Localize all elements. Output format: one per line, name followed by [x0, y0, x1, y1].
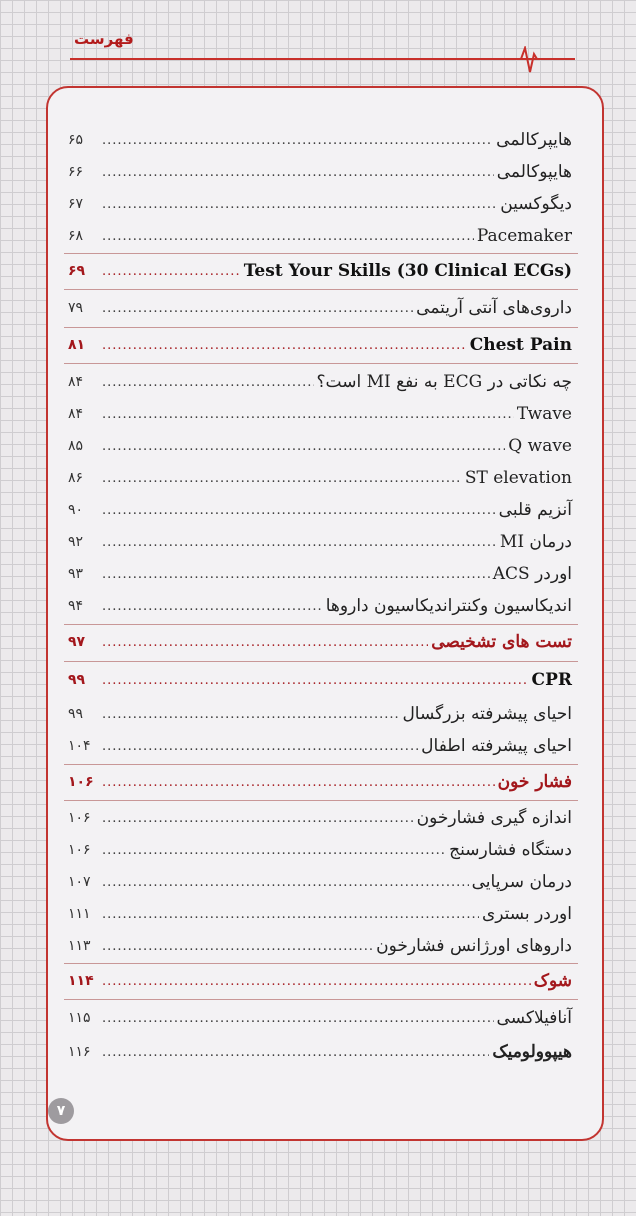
leader-dots — [102, 165, 494, 180]
toc-section-title: فشار خون — [497, 772, 572, 792]
toc-entry[interactable] — [68, 804, 572, 832]
leader-dots — [102, 338, 467, 353]
toc-section[interactable] — [68, 331, 572, 359]
toc-entry-page: ۹۴ — [68, 598, 84, 614]
toc-section-page: ۱۰۶ — [68, 774, 94, 790]
toc-section[interactable] — [68, 967, 572, 995]
toc-entry-title: اوردر ACS — [492, 564, 572, 584]
section-divider — [64, 624, 578, 625]
leader-dots — [102, 775, 495, 790]
toc-section[interactable] — [68, 768, 572, 796]
leader-dots — [102, 599, 323, 614]
toc-section-page: ۶۹ — [68, 263, 86, 279]
section-divider — [64, 363, 578, 364]
toc-entry-title: آنزیم قلبی — [498, 500, 572, 520]
leader-dots — [102, 635, 428, 650]
toc-entry[interactable] — [68, 528, 572, 556]
leader-dots — [102, 939, 373, 954]
toc-entry[interactable] — [68, 868, 572, 896]
toc-entry-title: Q wave — [508, 436, 572, 456]
page-number-badge: ۷ — [48, 1098, 74, 1124]
leader-dots — [102, 439, 505, 454]
toc-section-title: Chest Pain — [469, 335, 572, 355]
leader-dots — [102, 907, 479, 922]
leader-dots — [102, 1011, 494, 1026]
toc-section-page: ۱۱۴ — [68, 973, 94, 989]
leader-dots — [102, 673, 529, 688]
leader-dots — [102, 197, 497, 212]
toc-entry-title: داروی‌های آنتی آریتمی — [416, 298, 572, 318]
section-divider — [64, 764, 578, 765]
section-divider — [64, 327, 578, 328]
leader-dots — [102, 875, 469, 890]
toc-entry-title: هایپوکالمی — [496, 162, 572, 182]
leader-dots — [102, 567, 490, 582]
toc-entry-page: ۶۷ — [68, 196, 84, 212]
toc-entry-title: دستگاه فشارسنج — [449, 840, 572, 860]
toc-entry[interactable] — [68, 368, 572, 396]
toc-entry-page: ۱۱۳ — [68, 938, 91, 954]
leader-dots — [102, 811, 414, 826]
toc-entry[interactable] — [68, 400, 572, 428]
toc-entry[interactable] — [68, 560, 572, 588]
toc-entry-page: ۸۶ — [68, 470, 84, 486]
toc-entry-title: چه نکاتی در ECG به نفع MI است؟ — [316, 372, 572, 392]
section-divider — [64, 661, 578, 662]
toc-entry-page: ۶۸ — [68, 228, 84, 244]
toc-entry-title: اندازه گیری فشارخون — [416, 808, 572, 828]
toc-entry-title: درمان سرپایی — [471, 872, 572, 892]
toc-entry-page: ۱۰۶ — [68, 810, 91, 826]
leader-dots — [102, 301, 413, 316]
toc-entry-page: ۷۹ — [68, 300, 84, 316]
toc-entry-title: هیپوولومیک — [492, 1042, 572, 1062]
section-divider — [64, 800, 578, 801]
leader-dots — [102, 503, 496, 518]
leader-dots — [102, 843, 446, 858]
leader-dots — [102, 1045, 489, 1060]
toc-entry-page: ۸۴ — [68, 374, 84, 390]
header-title: فهرست — [74, 30, 134, 48]
toc-entry-page: ۶۶ — [68, 164, 84, 180]
leader-dots — [102, 375, 314, 390]
toc-entry-page: ۹۲ — [68, 534, 84, 550]
toc-entry-title: احیای پیشرفته بزرگسال — [402, 704, 572, 724]
leader-dots — [102, 974, 531, 989]
toc-section-title: شوک — [533, 971, 572, 991]
section-divider — [64, 963, 578, 964]
ecg-wave-icon — [505, 46, 575, 76]
toc-entry[interactable] — [68, 222, 572, 250]
leader-dots — [102, 535, 497, 550]
toc-entry-page: ۱۰۷ — [68, 874, 91, 890]
toc-entry[interactable] — [68, 700, 572, 728]
toc-entry-page: ۶۵ — [68, 132, 84, 148]
leader-dots — [102, 133, 493, 148]
toc-entry-page: ۹۳ — [68, 566, 84, 582]
toc-entry-page: ۱۰۴ — [68, 738, 91, 754]
toc-entry[interactable] — [68, 432, 572, 460]
toc-entry[interactable] — [68, 294, 572, 322]
toc-section[interactable] — [68, 257, 572, 285]
toc-section-page: ۹۹ — [68, 672, 86, 688]
section-divider — [64, 253, 578, 254]
section-divider — [64, 289, 578, 290]
toc-entry-title: آنافیلاکسی — [496, 1008, 572, 1028]
toc-section[interactable] — [68, 666, 572, 694]
section-divider — [64, 999, 578, 1000]
toc-entry[interactable] — [68, 732, 572, 760]
toc-entry[interactable] — [68, 126, 572, 154]
toc-entry-title: اندیکاسیون وکنتراندیکاسیون داروها — [325, 596, 572, 616]
toc-entry[interactable] — [68, 158, 572, 186]
toc-entry-page: ۹۹ — [68, 706, 84, 722]
leader-dots — [102, 707, 399, 722]
toc-entry-title: درمان MI — [499, 532, 572, 552]
toc-entry[interactable] — [68, 496, 572, 524]
leader-dots — [102, 264, 241, 279]
toc-entry[interactable] — [68, 932, 572, 960]
toc-entry[interactable] — [68, 900, 572, 928]
toc-entry[interactable] — [68, 1004, 572, 1032]
toc-entry[interactable] — [68, 592, 572, 620]
toc-section-title: Test Your Skills (30 Clinical ECGs) — [243, 261, 572, 281]
toc-entry-title: هایپرکالمی — [496, 130, 572, 150]
leader-dots — [102, 229, 474, 244]
header-rule — [70, 58, 570, 60]
toc-entry-page: ۱۱۱ — [68, 906, 91, 922]
toc-entry-title: Pacemaker — [476, 226, 572, 246]
toc-entry-title: Twave — [516, 404, 572, 424]
toc-entry-page: ۱۱۵ — [68, 1010, 91, 1026]
toc-entry[interactable] — [68, 1038, 572, 1066]
toc-entry-title: دیگوکسین — [500, 194, 572, 214]
toc-entry[interactable] — [68, 464, 572, 492]
toc-entry-page: ۸۴ — [68, 406, 84, 422]
toc-section-page: ۹۷ — [68, 634, 86, 650]
toc-section-title: تست های تشخیصی — [431, 632, 572, 652]
toc-entry-page: ۸۵ — [68, 438, 84, 454]
toc-entry-page: ۹۰ — [68, 502, 84, 518]
toc-entry-title: ST elevation — [464, 468, 572, 488]
toc-entry-title: داروهای اورژانس فشارخون — [376, 936, 572, 956]
toc-entry-page: ۱۰۶ — [68, 842, 91, 858]
toc-section[interactable] — [68, 628, 572, 656]
leader-dots — [102, 471, 462, 486]
toc-section-title: CPR — [531, 670, 572, 690]
toc-entry-title: احیای پیشرفته اطفال — [421, 736, 572, 756]
toc-section-page: ۸۱ — [68, 337, 86, 353]
toc-entry-title: اوردر بستری — [481, 904, 572, 924]
leader-dots — [102, 739, 418, 754]
toc-entry[interactable] — [68, 190, 572, 218]
toc-entry-page: ۱۱۶ — [68, 1044, 91, 1060]
leader-dots — [102, 407, 514, 422]
toc-entry[interactable] — [68, 836, 572, 864]
